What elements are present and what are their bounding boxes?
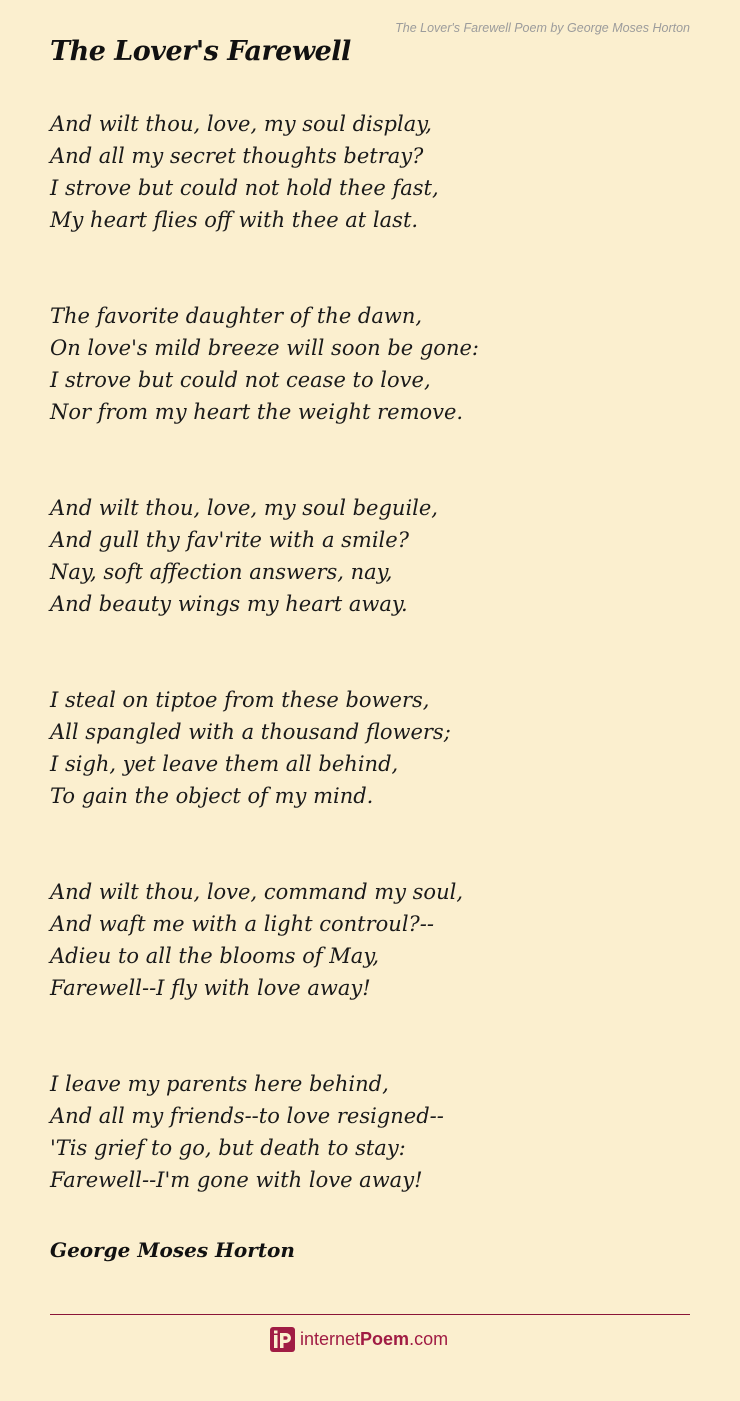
poem-line: And all my secret thoughts betray? bbox=[50, 144, 424, 168]
poem-line: On love's mild breeze will soon be gone: bbox=[50, 336, 479, 360]
poem-line: And wilt thou, love, my soul beguile, bbox=[50, 496, 438, 520]
poem-line: 'Tis grief to go, but death to stay: bbox=[50, 1136, 406, 1160]
site-logo-link[interactable] bbox=[270, 1327, 448, 1352]
poem-line: Nor from my heart the weight remove. bbox=[50, 400, 464, 424]
poem-line: I strove but could not hold thee fast, bbox=[50, 176, 439, 200]
logo-prefix: internet bbox=[300, 1329, 361, 1349]
poem-line: The favorite daughter of the dawn, bbox=[50, 304, 423, 328]
logo-suffix: .com bbox=[409, 1329, 449, 1349]
poem-line: I leave my parents here behind, bbox=[50, 1072, 389, 1096]
footer-divider bbox=[50, 1314, 690, 1315]
poem-line: And wilt thou, love, my soul display, bbox=[50, 112, 432, 136]
logo-wordmark bbox=[300, 1329, 448, 1350]
poem-line: All spangled with a thousand flowers; bbox=[50, 720, 451, 744]
logo-strong: Poem bbox=[360, 1329, 410, 1349]
stanza bbox=[50, 108, 690, 236]
internetpoem-logo-icon bbox=[270, 1327, 295, 1352]
poem-line: Farewell--I'm gone with love away! bbox=[50, 1168, 423, 1192]
stanza bbox=[50, 300, 690, 428]
poem-line: And beauty wings my heart away. bbox=[50, 592, 408, 616]
stanza bbox=[50, 684, 690, 812]
poem-author: George Moses Horton bbox=[50, 1238, 295, 1262]
poem-credit: The Lover's Farewell Poem by George Moses Horton bbox=[395, 21, 690, 35]
poem-line: To gain the object of my mind. bbox=[50, 784, 374, 808]
poem-line: And gull thy fav'rite with a smile? bbox=[50, 528, 409, 552]
stanza bbox=[50, 492, 690, 620]
poem-body bbox=[50, 108, 690, 1260]
poem-line: Adieu to all the blooms of May, bbox=[50, 944, 380, 968]
poem-line: I sigh, yet leave them all behind, bbox=[50, 752, 399, 776]
poem-line: Nay, soft affection answers, nay, bbox=[50, 560, 393, 584]
stanza bbox=[50, 1068, 690, 1196]
poem-line: And waft me with a light controul?-- bbox=[50, 912, 434, 936]
poem-line: My heart flies off with thee at last. bbox=[50, 208, 419, 232]
poem-title: The Lover's Farewell bbox=[50, 36, 351, 67]
poem-line: I strove but could not cease to love, bbox=[50, 368, 431, 392]
stanza bbox=[50, 876, 690, 1004]
poem-line: And all my friends--to love resigned-- bbox=[50, 1104, 444, 1128]
poem-line: And wilt thou, love, command my soul, bbox=[50, 880, 463, 904]
poem-line: Farewell--I fly with love away! bbox=[50, 976, 371, 1000]
poem-line: I steal on tiptoe from these bowers, bbox=[50, 688, 430, 712]
